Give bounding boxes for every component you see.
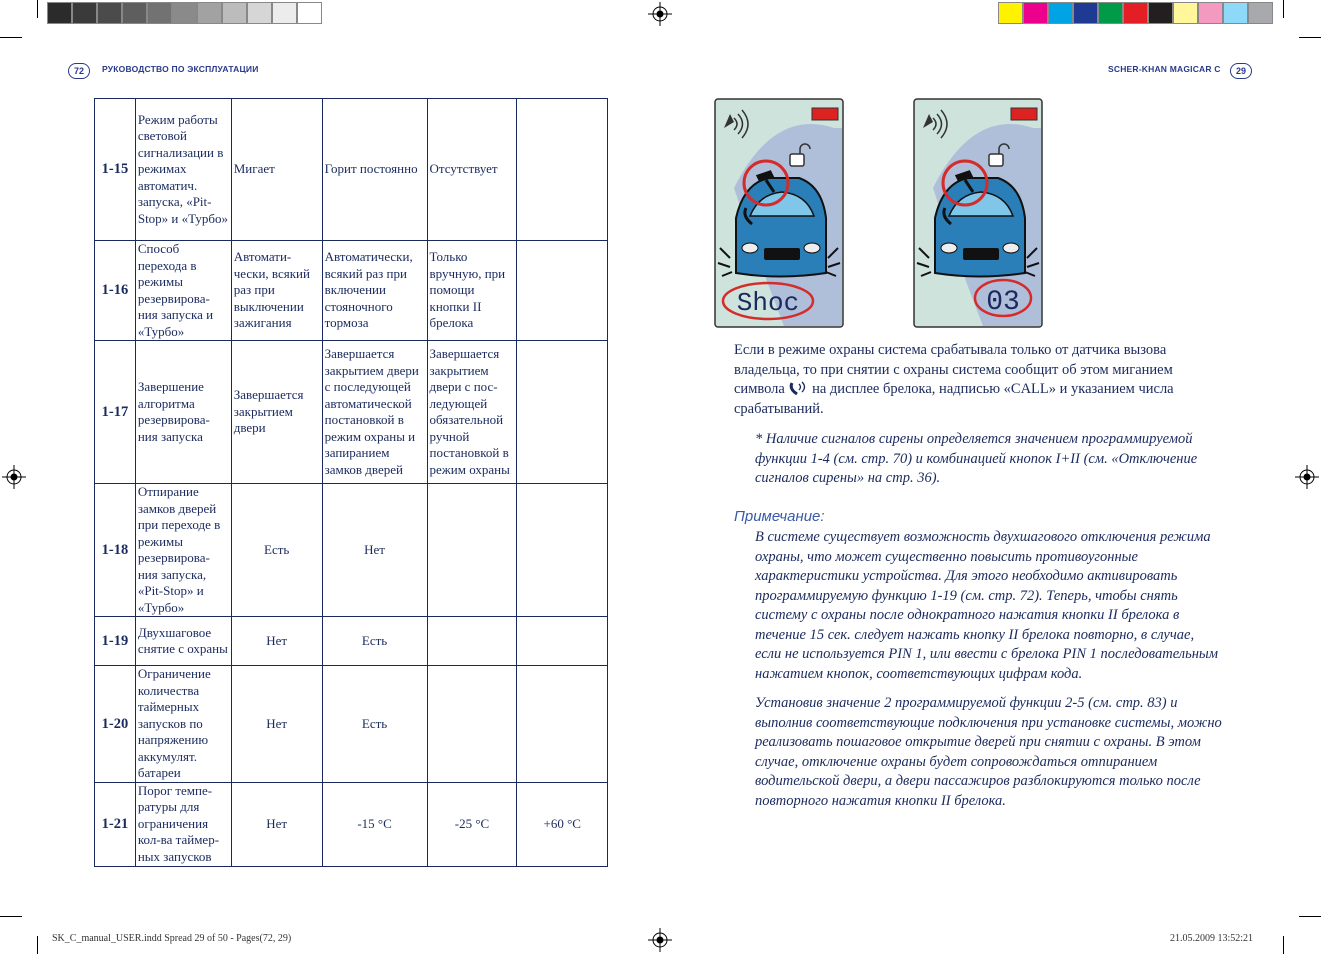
lcd-readout: 03 <box>986 287 1020 318</box>
value-cell: +60 °С <box>517 782 608 866</box>
function-description: Ограничение количества таймерных запусков по напряжению аккумулят. батареи <box>135 666 231 783</box>
function-code: 1-19 <box>95 617 136 666</box>
color-swatch <box>1223 2 1248 24</box>
color-swatch <box>147 2 172 24</box>
table-row <box>95 782 608 866</box>
value-cell: Мигает <box>231 99 322 241</box>
value-cell: Автоматически, всякий раз при включении стояночного тормоза <box>322 241 427 341</box>
value-cell <box>517 341 608 484</box>
value-cell: Нет <box>322 484 427 617</box>
color-swatch <box>72 2 97 24</box>
color-swatch <box>122 2 147 24</box>
function-code: 1-15 <box>95 99 136 241</box>
print-slug-file: SK_C_manual_USER.indd Spread 29 of 50 - Pages(72, 29) <box>52 933 292 944</box>
car-icon <box>935 178 1025 277</box>
value-cell <box>517 99 608 241</box>
color-swatch <box>272 2 297 24</box>
paragraph-text-a: Если в режиме охраны система срабатывала только от датчика вызова владельца, то при снятии с охраны система сообщит об этом миганием символа <box>734 342 1173 397</box>
value-cell <box>517 484 608 617</box>
keyfob-display-count <box>913 98 1043 328</box>
value-cell: Отсутствует <box>427 99 517 241</box>
function-description: Двухшаговое снятие с охраны <box>135 617 231 666</box>
value-cell: Нет <box>231 782 322 866</box>
function-description: Отпирание замков дверей при переходе в режимы резервирова-ния запуска, «Pit-Stop» и «Турбо» <box>135 484 231 617</box>
function-settings-table <box>94 98 608 867</box>
value-cell <box>517 617 608 666</box>
note-paragraph-1: В системе существует возможность двухшагового отключения режима охраны, что может существенно повысить противоугонные характеристики устройства. Для этого необходимо активировать программируемую функцию 1-19 (см. стр. 72). Теперь, чтобы снять систему с охраны после однократного нажатия кнопки II брелока в течение 15 сек. следует нажать кнопку II брелока повторно, в случае, если не используется PIN 1, или ввести с брелока PIN 1 последовательным нажатием кнопок, соответствующих цифрам кода. <box>755 529 1218 682</box>
value-cell: Горит постоянно <box>322 99 427 241</box>
function-description: Способ перехода в режимы резервирова-ния запуска и «Турбо» <box>135 241 231 341</box>
table-row <box>95 666 608 783</box>
table-row <box>95 617 608 666</box>
registration-mark-icon <box>1295 465 1319 489</box>
function-code: 1-20 <box>95 666 136 783</box>
color-swatch <box>1198 2 1223 24</box>
color-swatch <box>297 2 322 24</box>
body-paragraph <box>734 341 1204 419</box>
color-swatch <box>197 2 222 24</box>
keyfob-display-shock <box>714 98 844 328</box>
table-row <box>95 99 608 241</box>
value-cell: Автомати-чески, всякий раз при выключении зажигания <box>231 241 322 341</box>
value-cell: Есть <box>231 484 322 617</box>
color-swatch <box>1023 2 1048 24</box>
table-row <box>95 341 608 484</box>
function-description: Порог темпе-ратуры для ограничения кол-ва таймер-ных запусков <box>135 782 231 866</box>
color-swatch <box>1073 2 1098 24</box>
value-cell: -25 °С <box>427 782 517 866</box>
right-page-number: 29 <box>1230 63 1252 79</box>
function-code: 1-21 <box>95 782 136 866</box>
function-code: 1-17 <box>95 341 136 484</box>
value-cell: Завершается закрытием двери <box>231 341 322 484</box>
left-page-number: 72 <box>68 63 90 79</box>
value-cell <box>517 666 608 783</box>
value-cell: Есть <box>322 666 427 783</box>
footnote: * Наличие сигналов сирены определяется значением программируемой функции 1-4 (см. стр. 70) и комбинацией кнопок I+II (см. «Отключение сигналов сирены» на стр. 36). <box>755 431 1198 486</box>
car-icon <box>736 178 826 277</box>
registration-mark-icon <box>648 2 672 26</box>
color-swatch <box>998 2 1023 24</box>
value-cell: Только вручную, при помощи кнопки II брелока <box>427 241 517 341</box>
value-cell <box>427 617 517 666</box>
value-cell: Завершается закрытием двери с последующей автоматической постановкой в режим охраны и запиранием замков дверей <box>322 341 427 484</box>
value-cell: Нет <box>231 666 322 783</box>
table-row <box>95 241 608 341</box>
function-description: Завершение алгоритма резервирова-ния запуска <box>135 341 231 484</box>
value-cell: -15 °С <box>322 782 427 866</box>
color-swatch <box>1098 2 1123 24</box>
value-cell: Есть <box>322 617 427 666</box>
color-swatch <box>247 2 272 24</box>
left-running-header: РУКОВОДСТВО ПО ЭКСПЛУАТАЦИИ <box>102 64 259 74</box>
color-swatch <box>1123 2 1148 24</box>
value-cell: Завершается закрытием двери с пос-ледующей обязательной ручной постановкой в режим охраны <box>427 341 517 484</box>
registration-mark-icon <box>648 928 672 952</box>
color-swatch <box>172 2 197 24</box>
value-cell <box>517 241 608 341</box>
table-row <box>95 484 608 617</box>
note-paragraph-2: Установив значение 2 программируемой функции 2-5 (см. стр. 83) и выполнив соответствующие подключения при установке системы, можно реализовать пошаговое открытие дверей при снятии с охраны. В этом случае, отключение охраны будет сопровождаться отпиранием водительской двери, а двери пассажиров разблокируются только после повторного нажатия кнопки II брелока. <box>755 695 1222 809</box>
note-heading: Примечание: <box>734 508 825 525</box>
call-sensor-icon <box>788 380 808 396</box>
function-description: Режим работы световой сигнализации в режимах автоматич. запуска, «Pit-Stop» и «Турбо» <box>135 99 231 241</box>
color-swatch <box>47 2 72 24</box>
function-code: 1-18 <box>95 484 136 617</box>
registration-mark-icon <box>2 465 26 489</box>
right-running-header: SCHER-KHAN MAGICAR C <box>1108 64 1221 74</box>
color-swatch <box>222 2 247 24</box>
paragraph-text-b: на дисплее брелока, надписью «CALL» и указанием числа срабатываний. <box>734 381 1174 417</box>
function-code: 1-16 <box>95 241 136 341</box>
color-swatch <box>1048 2 1073 24</box>
value-cell <box>427 484 517 617</box>
value-cell <box>427 666 517 783</box>
color-swatch <box>1248 2 1273 24</box>
value-cell: Нет <box>231 617 322 666</box>
color-swatch <box>1173 2 1198 24</box>
color-swatch <box>97 2 122 24</box>
lcd-readout: Shoc <box>736 288 800 318</box>
print-slug-date: 21.05.2009 13:52:21 <box>1170 933 1254 944</box>
color-swatch <box>1148 2 1173 24</box>
